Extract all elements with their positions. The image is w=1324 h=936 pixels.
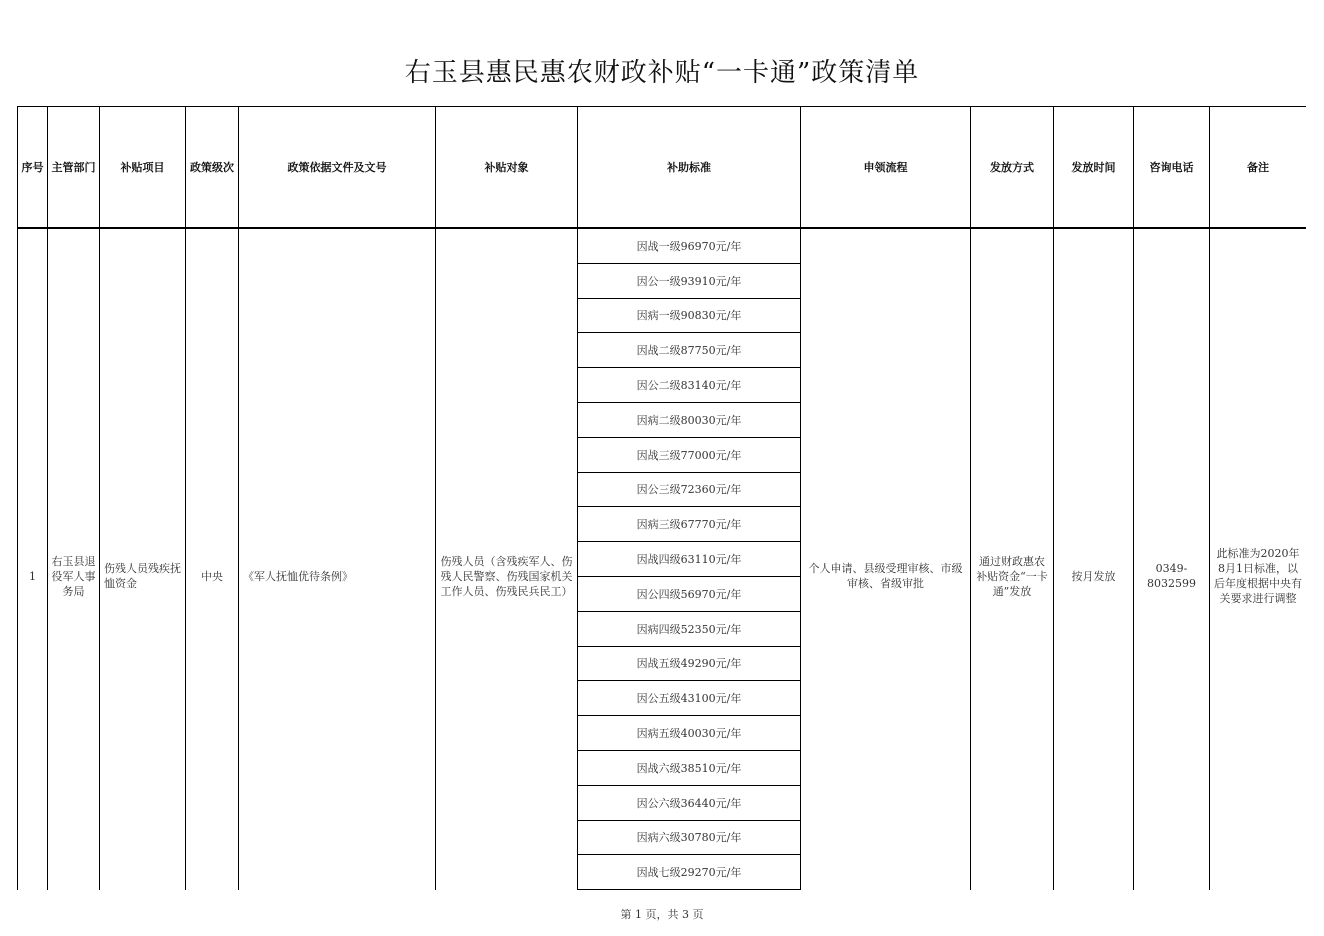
header-target: 补贴对象 [436, 107, 578, 229]
cell-level: 中央 [186, 228, 239, 890]
header-time: 发放时间 [1054, 107, 1134, 229]
cell-index: 1 [18, 228, 48, 890]
header-remark: 备注 [1210, 107, 1307, 229]
header-phone: 咨询电话 [1134, 107, 1210, 229]
cell-standard: 因战七级29270元/年 [578, 855, 801, 890]
cell-remark: 此标准为2020年8月1日标准，以后年度根据中央有关要求进行调整 [1210, 228, 1307, 890]
header-process: 申领流程 [801, 107, 971, 229]
cell-target: 伤残人员（含残疾军人、伤残人民警察、伤残国家机关工作人员、伤残民兵民工） [436, 228, 578, 890]
policy-table-container [17, 106, 1306, 890]
cell-standard: 因公四级56970元/年 [578, 576, 801, 611]
table-row [18, 228, 1307, 263]
page-title: 右玉县惠民惠农财政补贴“一卡通”政策清单 [404, 58, 920, 88]
cell-standard: 因战三级77000元/年 [578, 437, 801, 472]
cell-standard: 因病五级40030元/年 [578, 716, 801, 751]
cell-standard: 因公一级93910元/年 [578, 263, 801, 298]
cell-standard: 因公五级43100元/年 [578, 681, 801, 716]
cell-standard: 因病六级30780元/年 [578, 820, 801, 855]
cell-process: 个人申请、县级受理审核、市级审核、省级审批 [801, 228, 971, 890]
header-policy-doc: 政策依据文件及文号 [239, 107, 436, 229]
header-standard: 补助标准 [578, 107, 801, 229]
cell-standard: 因病二级80030元/年 [578, 402, 801, 437]
cell-phone: 0349-8032599 [1134, 228, 1210, 890]
cell-standard: 因战四级63110元/年 [578, 542, 801, 577]
cell-standard: 因病四级52350元/年 [578, 611, 801, 646]
cell-standard: 因公二级83140元/年 [578, 368, 801, 403]
policy-table [17, 106, 1306, 890]
cell-standard: 因公六级36440元/年 [578, 785, 801, 820]
cell-policy-doc: 《军人抚恤优待条例》 [239, 228, 436, 890]
table-body [18, 228, 1307, 890]
header-method: 发放方式 [971, 107, 1054, 229]
cell-standard: 因病三级67770元/年 [578, 507, 801, 542]
header-index: 序号 [18, 107, 48, 229]
cell-project: 伤残人员残疾抚恤资金 [100, 228, 186, 890]
cell-standard: 因战五级49290元/年 [578, 646, 801, 681]
header-department: 主管部门 [48, 107, 100, 229]
header-project: 补贴项目 [100, 107, 186, 229]
cell-standard: 因公三级72360元/年 [578, 472, 801, 507]
cell-standard: 因战六级38510元/年 [578, 750, 801, 785]
header-level: 政策级次 [186, 107, 239, 229]
cell-standard: 因病一级90830元/年 [578, 298, 801, 333]
cell-standard: 因战一级96970元/年 [578, 228, 801, 263]
cell-time: 按月发放 [1054, 228, 1134, 890]
cell-method: 通过财政惠农补贴资金“一卡通”发放 [971, 228, 1054, 890]
cell-standard: 因战二级87750元/年 [578, 333, 801, 368]
cell-department: 右玉县退役军人事务局 [48, 228, 100, 890]
page-footer: 第 1 页，共 3 页 [620, 908, 704, 921]
header-row [18, 107, 1307, 229]
